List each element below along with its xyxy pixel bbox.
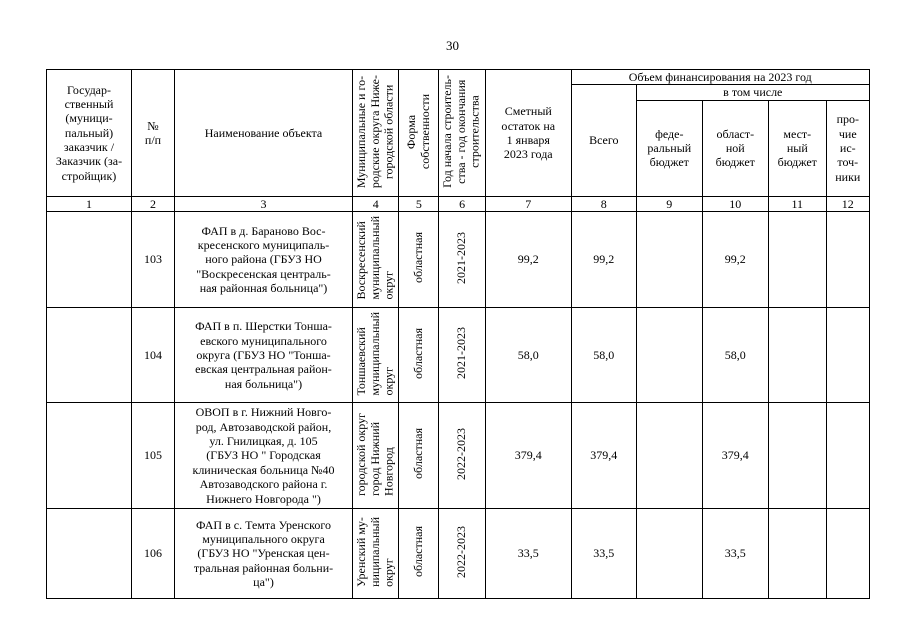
table-row [47,403,870,509]
column-number: 1 [47,196,132,211]
cell-federal [636,509,702,599]
cell-name: ФАП в с. Темта Уренского муниципального округа (ГБУЗ НО "Уренская цен- тральная районная больни- ца") [175,509,353,599]
cell-years [439,403,485,509]
cell-years [439,509,485,599]
cell-regional: 379,4 [702,403,768,509]
cell-municipal [353,212,399,308]
header-local: мест- ный бюджет [768,100,826,196]
cell-local [768,509,826,599]
cell-regional: 33,5 [702,509,768,599]
cell-ownership [399,403,439,509]
column-number: 10 [702,196,768,211]
table-row [47,308,870,403]
cell-ownership-text: областная [410,428,425,480]
header-federal: феде- ральный бюджет [636,100,702,196]
column-number: 8 [571,196,636,211]
cell-num: 105 [132,403,175,509]
cell-num: 103 [132,212,175,308]
cell-municipal [353,403,399,509]
header-total: Всего [571,85,636,196]
cell-years-text: 2021-2023 [454,231,469,284]
cell-name: ФАП в п. Шерстки Тонша- евского муниципального округа (ГБУЗ НО "Тонша- евская центральная район- ная больница") [175,308,353,403]
header-municipal-text: Муниципальные и го- родские округа Ниже- городской области [354,74,396,188]
cell-estimate: 99,2 [485,212,571,308]
cell-other [826,308,869,403]
cell-ownership-text: областная [410,232,425,284]
cell-years-text: 2022-2023 [454,525,469,578]
header-customer: Государ- ственный (муници- пальный) заказчик / Заказчик (за- стройщик) [47,70,132,197]
cell-estimate: 58,0 [485,308,571,403]
cell-other [826,509,869,599]
column-number: 3 [175,196,353,211]
cell-estimate: 33,5 [485,509,571,599]
cell-regional: 58,0 [702,308,768,403]
header-ownership-text: Форма собственности [404,93,432,169]
cell-federal [636,403,702,509]
column-number: 9 [636,196,702,211]
cell-federal [636,212,702,308]
cell-municipal-text: Воскресенский муниципальный округ [354,216,396,300]
header-including: в том числе [636,85,869,100]
cell-total: 99,2 [571,212,636,308]
cell-num: 104 [132,308,175,403]
cell-federal [636,308,702,403]
cell-local [768,212,826,308]
header-other: про- чие ис- точ- ники [826,100,869,196]
cell-total: 379,4 [571,403,636,509]
cell-other [826,212,869,308]
cell-municipal [353,308,399,403]
cell-customer [47,212,132,308]
cell-estimate: 379,4 [485,403,571,509]
cell-municipal-text: Уренский му- ниципальный округ [354,517,396,587]
cell-ownership [399,212,439,308]
column-number: 12 [826,196,869,211]
header-municipal [353,70,399,197]
cell-total: 58,0 [571,308,636,403]
header-regional: област- ной бюджет [702,100,768,196]
header-years-text: Год начала строитель- ства - год окончания строительства [440,74,482,188]
column-number: 6 [439,196,485,211]
header-estimate: Сметный остаток на 1 января 2023 года [485,70,571,197]
table-row [47,212,870,308]
cell-years [439,308,485,403]
cell-name: ФАП в д. Бараново Вос- кресенского муниципаль- ного района (ГБУЗ НО "Воскресенская централь- ная районная больница") [175,212,353,308]
column-number-row [47,196,870,211]
cell-ownership-text: областная [410,526,425,578]
column-number: 2 [132,196,175,211]
header-financing: Объем финансирования на 2023 год [571,70,869,85]
column-number: 4 [353,196,399,211]
cell-other [826,403,869,509]
column-number: 11 [768,196,826,211]
cell-local [768,308,826,403]
header-num: № п/п [132,70,175,197]
cell-municipal [353,509,399,599]
cell-num: 106 [132,509,175,599]
cell-ownership-text: областная [410,327,425,379]
cell-years-text: 2021-2023 [454,327,469,380]
header-years [439,70,485,197]
cell-customer [47,403,132,509]
table-row [47,509,870,599]
header-row-1 [47,70,870,85]
header-name: Наименование объекта [175,70,353,197]
cell-customer [47,509,132,599]
cell-ownership [399,509,439,599]
column-number: 7 [485,196,571,211]
cell-name: ОВОП в г. Нижний Новго- род, Автозаводской район, ул. Гнилицкая, д. 105 (ГБУЗ НО " Городская клиническая больница №40 Автозаводского района г. Нижнего Новгорода ") [175,403,353,509]
cell-total: 33,5 [571,509,636,599]
cell-local [768,403,826,509]
column-number: 5 [399,196,439,211]
cell-years [439,212,485,308]
cell-ownership [399,308,439,403]
financing-table [46,69,870,599]
cell-customer [47,308,132,403]
cell-regional: 99,2 [702,212,768,308]
cell-municipal-text: городской округ город Нижний Новгород [354,412,396,496]
page-number: 30 [446,38,459,53]
cell-municipal-text: Тоншаевский муниципальный округ [354,311,396,396]
header-ownership [399,70,439,197]
cell-years-text: 2022-2023 [454,427,469,480]
